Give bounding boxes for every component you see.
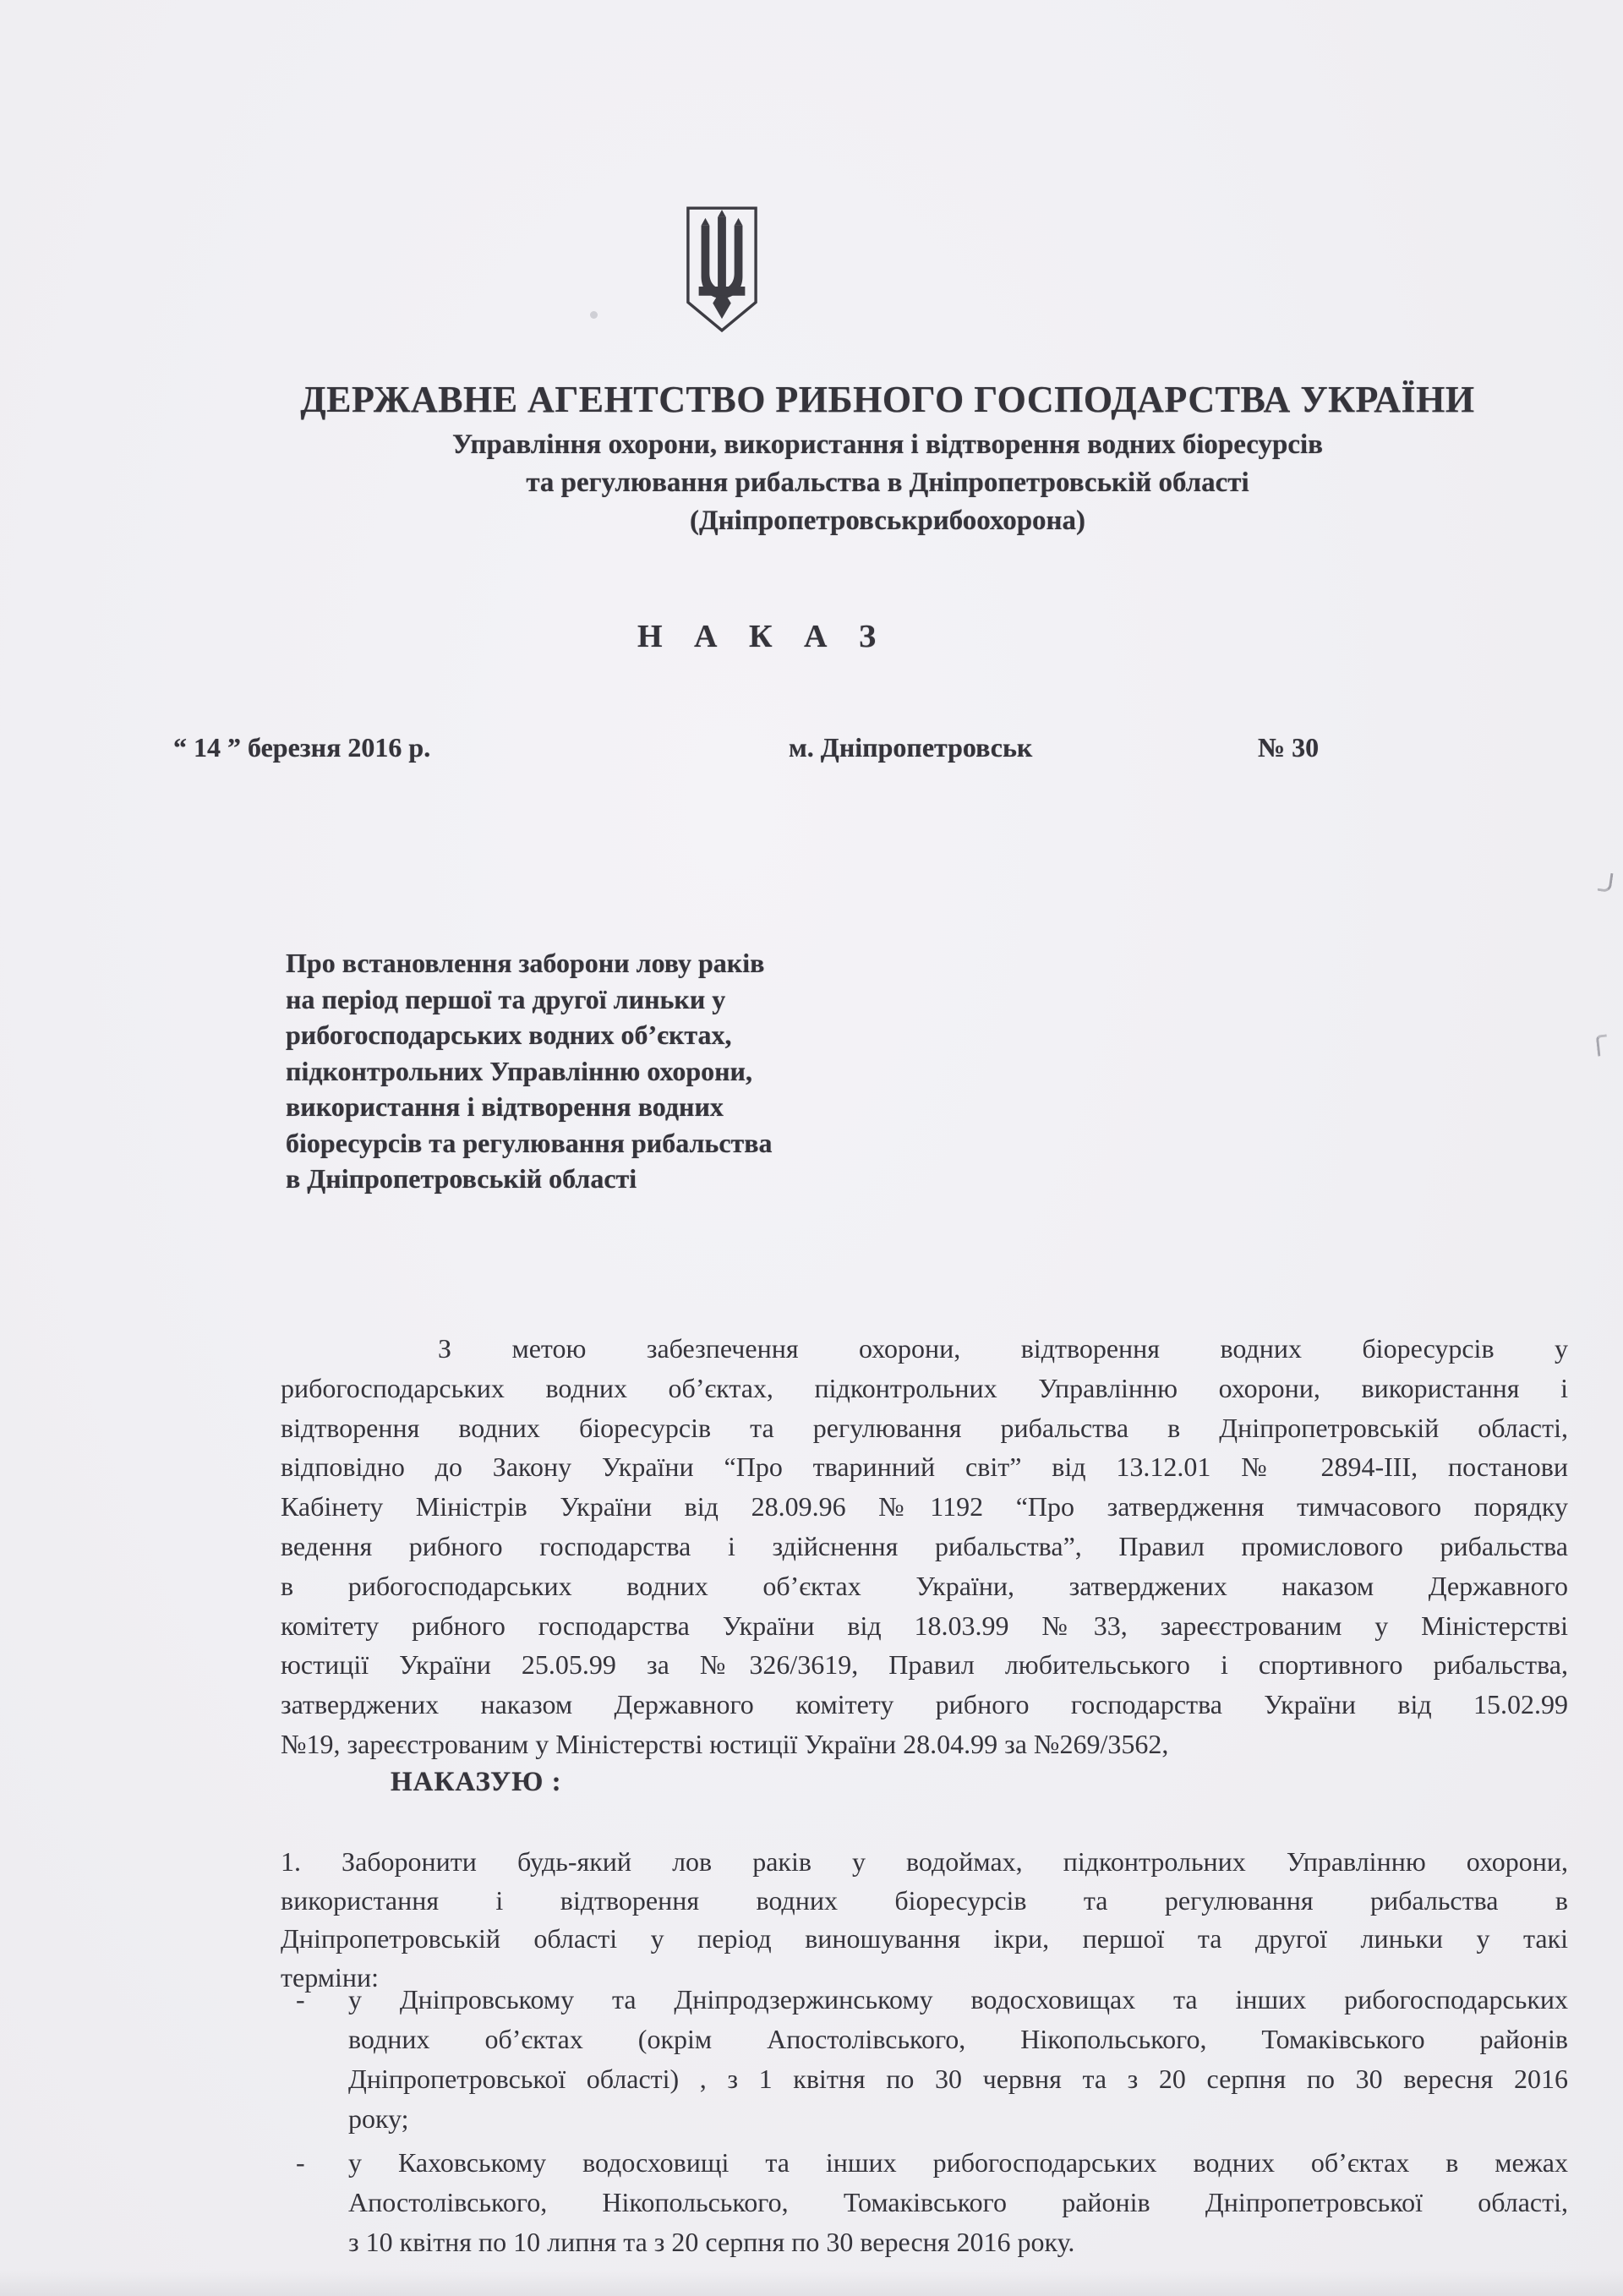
order-preamble xyxy=(281,1329,1568,1764)
text-line: використання і відтворення водних xyxy=(286,1091,724,1122)
text-line: Кабінету Міністрів України від 28.09.96 №1192 “Про затвердження тимчасового порядку xyxy=(281,1491,1568,1522)
text-line: відтворення водних біоресурсів та регулювання рибальства в Дніпропетровській області, xyxy=(281,1412,1568,1443)
dash-marker: - xyxy=(296,2147,305,2178)
department-name-line-1: Управління охорони, використання і відтворення водних біоресурсів xyxy=(452,429,1323,460)
text-line: Апостолівського, Нікопольського, Томаківського районів Дніпропетровської області, xyxy=(348,2187,1568,2217)
dash-marker: - xyxy=(296,1984,305,2014)
letterhead xyxy=(228,379,1547,540)
text-line: в рибогосподарських водних об’єктах України, затверджених наказом Державного xyxy=(281,1570,1568,1601)
text-line: біоресурсів та регулювання рибальства xyxy=(286,1127,773,1158)
text-line: рибогосподарських водних об’єктах, xyxy=(286,1020,732,1050)
text-line: водних об’єктах (окрім Апостолівського, Нікопольського, Томаківського районів xyxy=(348,2024,1568,2054)
text-line: №19, зареєстрованим у Міністерстві юстиції України 28.04.99 за №269/3562, xyxy=(281,1728,1169,1759)
ukraine-trident-emblem-icon xyxy=(685,205,759,334)
order-item-1 xyxy=(281,1843,1568,1997)
text-line: рибогосподарських водних об’єктах, підконтрольних Управлінню охорони, використання і xyxy=(281,1372,1568,1403)
text-line: комітету рибного господарства України від 18.03.99 №33, зареєстрованим у Міністерстві xyxy=(281,1610,1568,1641)
text-line: 1. Заборонити будь-який лов раків у водоймах, підконтрольних Управлінню охорони, xyxy=(281,1846,1568,1877)
text-line: в Дніпропетровській області xyxy=(286,1163,637,1194)
scan-artifact xyxy=(1596,1034,1609,1056)
text-line: ведення рибного господарства і здійснення рибальства”, Правил промислового рибальства xyxy=(281,1530,1568,1561)
text-line: у Каховському водосховищі та інших рибогосподарських водних об’єктах в межах xyxy=(348,2147,1568,2178)
department-short-name: (Дніпропетровськрибоохорона) xyxy=(689,506,1086,536)
text-line: Про встановлення заборони лову раків xyxy=(286,948,765,978)
department-name-line-2: та регулювання рибальства в Дніпропетровській області xyxy=(526,467,1249,498)
order-subject xyxy=(286,945,861,1197)
text-line: Дніпропетровській області у період виношування ікри, першої та другої линьки у такі xyxy=(281,1923,1568,1954)
text-line: затверджених наказом Державного комітету рибного господарства України від 15.02.99 xyxy=(281,1689,1568,1720)
order-sub-items xyxy=(281,1980,1568,2262)
text-line: юстиції України 25.05.99 за №326/3619, Правил любительського і спортивного рибальства, xyxy=(281,1649,1568,1681)
text-line: Дніпропетровської області) , з 1 квітня по 30 червня та з 20 серпня по 30 вересня 2016 xyxy=(348,2064,1568,2094)
scan-artifact xyxy=(590,311,598,319)
order-number: № 30 xyxy=(1258,732,1320,763)
list-item-text xyxy=(348,2143,1568,2262)
text-line: року; xyxy=(348,2103,409,2134)
text-line: відповідно до Закону України “Про тваринний світ” від 13.12.01 № 2894-ІІІ, постанови xyxy=(281,1451,1568,1483)
resolution-label: НАКАЗУЮ : xyxy=(391,1767,562,1797)
text-line: з 10 квітня по 10 липня та з 20 серпня по 30 вересня 2016 року. xyxy=(348,2227,1075,2257)
text-line: З метою забезпечення охорони, відтворення водних біоресурсів у xyxy=(438,1333,1568,1364)
document-type-title: Н А К А З xyxy=(637,619,888,654)
text-line: підконтрольних Управлінню охорони, xyxy=(286,1055,752,1086)
text-line: у Дніпровському та Дніпродзержинському водосховищах та інших рибогосподарських xyxy=(348,1984,1568,2014)
order-date: “ 14 ” березня 2016 р. xyxy=(173,732,431,763)
list-item-text xyxy=(348,1980,1568,2139)
list-item xyxy=(281,1980,1568,2139)
order-city: м. Дніпропетровськ xyxy=(789,732,1033,763)
text-line: використання і відтворення водних біоресурсів та регулювання рибальства в xyxy=(281,1884,1568,1916)
agency-name: ДЕРЖАВНЕ АГЕНТСТВО РИБНОГО ГОСПОДАРСТВА УКРАЇНИ xyxy=(300,379,1475,420)
text-line: терміни: xyxy=(281,1961,379,1993)
scan-artifact xyxy=(1597,872,1613,893)
list-item xyxy=(281,2143,1568,2262)
text-line: на період першої та другої линьки у xyxy=(286,983,726,1014)
